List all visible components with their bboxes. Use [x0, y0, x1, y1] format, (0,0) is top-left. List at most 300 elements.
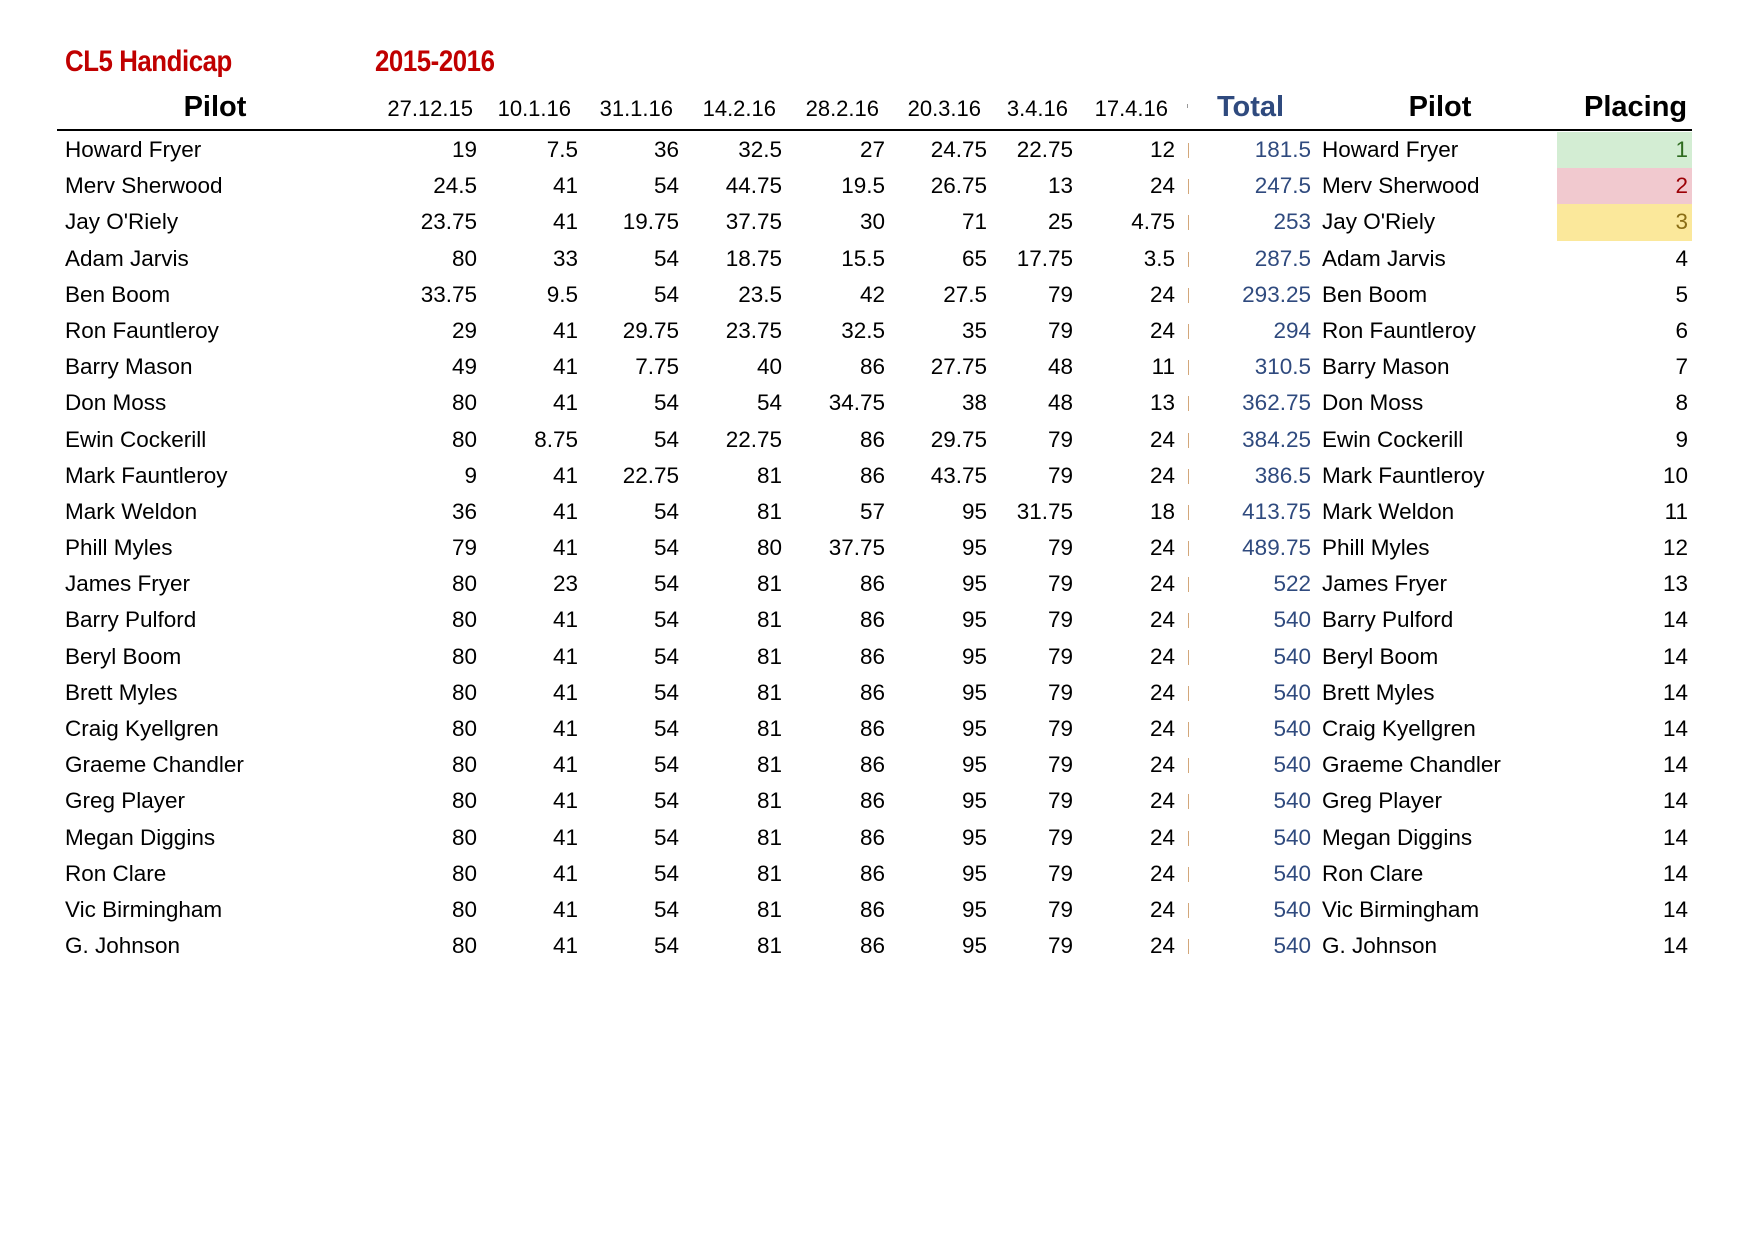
pilot-name-right: Barry Pulford [1322, 607, 1454, 633]
score-cell: 80 [451, 571, 477, 597]
header-pilot: Pilot [183, 91, 247, 123]
pilot-name: Mark Fauntleroy [65, 462, 228, 488]
score-cell: 13 [1149, 390, 1175, 416]
score-cell: 35 [961, 317, 987, 343]
placing-cell: 3 [1675, 209, 1688, 235]
pilot-name: Adam Jarvis [65, 245, 189, 271]
score-cell: 7.75 [635, 354, 679, 380]
score-cell: 41 [552, 317, 578, 343]
pilot-name-right: Ewin Cockerill [1322, 426, 1464, 452]
sheet-title: CL5 Handicap [65, 45, 232, 78]
pilot-name: Megan Diggins [65, 824, 216, 850]
column-marker [1188, 831, 1189, 846]
pilot-name: Howard Fryer [65, 137, 202, 162]
header-date-2: 10.1.16 [497, 96, 571, 121]
score-cell: 4.75 [1131, 209, 1175, 235]
total-cell: 386.5 [1254, 462, 1311, 488]
score-cell: 41 [552, 462, 578, 488]
table-row [0, 241, 1753, 277]
score-cell: 81 [756, 462, 782, 488]
total-cell: 247.5 [1254, 173, 1311, 199]
score-cell: 27.75 [930, 354, 987, 380]
score-cell: 27.5 [943, 281, 987, 307]
score-cell: 24.75 [930, 137, 987, 162]
pilot-name: Vic Birmingham [65, 896, 223, 922]
pilot-name-right: Mark Fauntleroy [1322, 462, 1485, 488]
score-cell: 24 [1149, 896, 1175, 922]
score-cell: 41 [552, 209, 578, 235]
table-row [0, 385, 1753, 421]
table-row [0, 602, 1753, 638]
pilot-name: James Fryer [65, 571, 191, 597]
header-pilot-right: Pilot [1408, 91, 1472, 123]
pilot-name: Ben Boom [65, 281, 171, 307]
score-cell: 81 [756, 643, 782, 669]
placing-cell: 7 [1675, 354, 1688, 380]
score-cell: 95 [961, 679, 987, 705]
score-cell: 41 [552, 390, 578, 416]
placing-cell: 14 [1662, 643, 1688, 669]
score-cell: 42 [859, 281, 885, 307]
score-cell: 48 [1047, 390, 1073, 416]
total-cell: 522 [1273, 571, 1311, 597]
score-cell: 31.75 [1016, 498, 1073, 524]
score-cell: 24 [1149, 426, 1175, 452]
score-cell: 48 [1047, 354, 1073, 380]
score-cell: 81 [756, 498, 782, 524]
header-date-7: 3.4.16 [1006, 96, 1068, 121]
score-cell: 26.75 [930, 173, 987, 199]
total-cell: 540 [1273, 896, 1311, 922]
placing-cell: 14 [1662, 824, 1688, 850]
score-cell: 95 [961, 716, 987, 741]
score-cell: 95 [961, 788, 987, 814]
score-cell: 86 [859, 716, 885, 741]
table-row [0, 675, 1753, 711]
placing-cell: 8 [1675, 390, 1688, 416]
placing-cell: 14 [1662, 752, 1688, 778]
pilot-name: Jay O'Riely [65, 209, 179, 235]
score-cell: 54 [653, 933, 679, 959]
score-cell: 24 [1149, 607, 1175, 633]
header-date-1: 27.12.15 [387, 96, 473, 121]
score-cell: 86 [859, 607, 885, 633]
score-cell: 9.5 [546, 281, 578, 307]
pilot-name-right: Ron Fauntleroy [1322, 317, 1476, 343]
score-cell: 41 [552, 354, 578, 380]
score-cell: 41 [552, 860, 578, 886]
score-cell: 86 [859, 354, 885, 380]
pilot-name: Graeme Chandler [65, 752, 244, 778]
score-cell: 32.5 [841, 317, 885, 343]
column-marker [1188, 722, 1189, 737]
score-cell: 22.75 [622, 462, 679, 488]
total-cell: 540 [1273, 679, 1311, 705]
score-cell: 41 [552, 535, 578, 561]
table-row [0, 856, 1753, 892]
score-cell: 24 [1149, 535, 1175, 561]
pilot-name-right: Howard Fryer [1322, 137, 1459, 162]
header-date-4: 14.2.16 [702, 96, 776, 121]
score-cell: 54 [653, 643, 679, 669]
score-cell: 95 [961, 498, 987, 524]
placing-cell: 14 [1662, 679, 1688, 705]
score-cell: 80 [451, 824, 477, 850]
score-cell: 81 [756, 933, 782, 959]
score-cell: 80 [451, 426, 477, 452]
score-cell: 86 [859, 896, 885, 922]
pilot-name-right: Don Moss [1322, 390, 1424, 416]
score-cell: 79 [1047, 571, 1073, 597]
score-cell: 54 [653, 607, 679, 633]
table-row [0, 820, 1753, 856]
placing-cell: 5 [1675, 281, 1688, 307]
score-cell: 80 [451, 716, 477, 741]
table-row [0, 349, 1753, 385]
score-cell: 44.75 [725, 173, 782, 199]
score-cell: 54 [653, 824, 679, 850]
pilot-name-right: G. Johnson [1322, 933, 1438, 959]
score-cell: 24 [1149, 173, 1175, 199]
score-cell: 24 [1149, 752, 1175, 778]
score-cell: 79 [1047, 679, 1073, 705]
score-cell: 79 [1047, 752, 1073, 778]
column-marker [1188, 903, 1189, 918]
total-cell: 540 [1273, 607, 1311, 633]
pilot-name: Ewin Cockerill [65, 426, 207, 452]
pilot-name-right: Greg Player [1322, 788, 1443, 814]
total-cell: 181.5 [1254, 137, 1311, 162]
column-marker [1188, 179, 1189, 194]
column-marker [1188, 143, 1189, 158]
table-row [0, 892, 1753, 928]
placing-cell: 14 [1662, 860, 1688, 886]
pilot-name-right: Graeme Chandler [1322, 752, 1501, 778]
pilot-name: Craig Kyellgren [65, 716, 219, 741]
score-cell: 41 [552, 824, 578, 850]
score-cell: 80 [451, 933, 477, 959]
score-cell: 34.75 [828, 390, 885, 416]
score-cell: 38 [961, 390, 987, 416]
score-cell: 86 [859, 571, 885, 597]
placing-cell: 14 [1662, 933, 1688, 959]
score-cell: 79 [1047, 317, 1073, 343]
total-cell: 540 [1273, 643, 1311, 669]
column-marker [1188, 505, 1189, 520]
header-date-5: 28.2.16 [805, 96, 879, 121]
score-cell: 80 [451, 390, 477, 416]
score-cell: 43.75 [930, 462, 987, 488]
score-cell: 12 [1149, 137, 1175, 162]
score-cell: 41 [552, 752, 578, 778]
score-cell: 41 [552, 607, 578, 633]
score-cell: 54 [653, 173, 679, 199]
header-column-marker [1187, 104, 1188, 108]
table-row [0, 747, 1753, 783]
score-cell: 80 [451, 607, 477, 633]
total-cell: 489.75 [1242, 535, 1311, 561]
pilot-name: Beryl Boom [65, 643, 182, 669]
placing-cell: 10 [1662, 462, 1688, 488]
table-row [0, 494, 1753, 530]
score-cell: 81 [756, 679, 782, 705]
header-total: Total [1217, 91, 1285, 123]
column-marker [1188, 794, 1189, 809]
score-cell: 54 [653, 245, 679, 271]
score-cell: 79 [451, 535, 477, 561]
score-cell: 8.75 [534, 426, 578, 452]
table-row [0, 168, 1753, 204]
score-cell: 54 [756, 390, 782, 416]
score-cell: 95 [961, 752, 987, 778]
score-cell: 80 [756, 535, 782, 561]
column-marker [1188, 867, 1189, 882]
score-cell: 23.5 [738, 281, 782, 307]
total-cell: 362.75 [1242, 390, 1311, 416]
score-cell: 18 [1149, 498, 1175, 524]
total-cell: 540 [1273, 716, 1311, 741]
score-cell: 80 [451, 679, 477, 705]
placing-cell: 11 [1664, 498, 1688, 524]
score-cell: 80 [451, 860, 477, 886]
score-cell: 7.5 [546, 137, 578, 162]
score-cell: 81 [756, 716, 782, 741]
score-cell: 79 [1047, 860, 1073, 886]
score-cell: 81 [756, 788, 782, 814]
score-cell: 80 [451, 643, 477, 669]
column-marker [1188, 469, 1189, 484]
placing-cell: 14 [1662, 788, 1688, 814]
score-cell: 81 [756, 607, 782, 633]
score-cell: 41 [552, 716, 578, 741]
score-cell: 54 [653, 535, 679, 561]
score-cell: 79 [1047, 788, 1073, 814]
score-cell: 86 [859, 788, 885, 814]
column-marker [1188, 939, 1189, 954]
score-cell: 19 [451, 137, 477, 162]
score-cell: 81 [756, 752, 782, 778]
score-cell: 24 [1149, 860, 1175, 886]
score-cell: 79 [1047, 643, 1073, 669]
pilot-name-right: Brett Myles [1322, 679, 1435, 705]
score-cell: 54 [653, 716, 679, 741]
pilot-name: Greg Player [65, 788, 186, 814]
score-cell: 86 [859, 933, 885, 959]
placing-cell: 14 [1662, 607, 1688, 633]
score-cell: 19.75 [622, 209, 679, 235]
placing-cell: 13 [1662, 571, 1688, 597]
pilot-name: Brett Myles [65, 679, 178, 705]
score-cell: 79 [1047, 933, 1073, 959]
score-cell: 24 [1149, 716, 1175, 741]
score-cell: 23 [552, 571, 578, 597]
pilot-name-right: Mark Weldon [1322, 498, 1455, 524]
header-date-8: 17.4.16 [1094, 96, 1168, 121]
total-cell: 253 [1273, 209, 1311, 235]
pilot-name-right: Craig Kyellgren [1322, 716, 1476, 741]
score-cell: 95 [961, 896, 987, 922]
season-label: 2015-2016 [375, 45, 495, 78]
pilot-name-right: Vic Birmingham [1322, 896, 1480, 922]
score-cell: 11 [1151, 354, 1175, 380]
score-cell: 24 [1149, 571, 1175, 597]
table-row [0, 277, 1753, 313]
column-marker [1188, 360, 1189, 375]
placing-cell: 9 [1675, 426, 1688, 452]
total-cell: 540 [1273, 860, 1311, 886]
header-date-3: 31.1.16 [599, 96, 673, 121]
table-row [0, 928, 1753, 964]
total-cell: 540 [1273, 933, 1311, 959]
column-marker [1188, 433, 1189, 448]
placing-cell: 2 [1675, 173, 1688, 199]
score-cell: 29.75 [622, 317, 679, 343]
score-cell: 81 [756, 860, 782, 886]
total-cell: 540 [1273, 752, 1311, 778]
column-marker [1188, 613, 1189, 628]
score-cell: 80 [451, 245, 477, 271]
score-cell: 24 [1149, 824, 1175, 850]
score-cell: 54 [653, 571, 679, 597]
column-marker [1188, 215, 1189, 230]
score-cell: 24 [1149, 679, 1175, 705]
score-cell: 95 [961, 535, 987, 561]
placing-cell: 4 [1675, 245, 1688, 271]
score-cell: 29 [451, 317, 477, 343]
placing-cell: 14 [1662, 716, 1688, 741]
placing-cell: 6 [1675, 317, 1688, 343]
results-table [0, 132, 1753, 964]
pilot-name-right: James Fryer [1322, 571, 1448, 597]
pilot-name-right: Ben Boom [1322, 281, 1428, 307]
score-cell: 65 [961, 245, 987, 271]
score-cell: 79 [1047, 535, 1073, 561]
score-cell: 3.5 [1143, 245, 1175, 271]
score-cell: 19.5 [841, 173, 885, 199]
score-cell: 79 [1047, 824, 1073, 850]
score-cell: 13 [1047, 173, 1073, 199]
total-cell: 413.75 [1242, 498, 1311, 524]
pilot-name: Merv Sherwood [65, 173, 223, 199]
score-cell: 17.75 [1016, 245, 1073, 271]
column-marker [1188, 650, 1189, 665]
score-cell: 37.75 [828, 535, 885, 561]
score-cell: 36 [653, 137, 679, 162]
table-row [0, 204, 1753, 240]
header-date-6: 20.3.16 [907, 96, 981, 121]
score-cell: 95 [961, 933, 987, 959]
pilot-name-right: Megan Diggins [1322, 824, 1473, 850]
score-cell: 33.75 [420, 281, 477, 307]
score-cell: 24 [1149, 281, 1175, 307]
score-cell: 54 [653, 752, 679, 778]
score-cell: 54 [653, 498, 679, 524]
score-cell: 23.75 [725, 317, 782, 343]
total-cell: 384.25 [1242, 426, 1311, 452]
score-cell: 95 [961, 643, 987, 669]
score-cell: 22.75 [1016, 137, 1073, 162]
column-marker [1188, 324, 1189, 339]
score-cell: 24 [1149, 643, 1175, 669]
score-cell: 81 [756, 571, 782, 597]
score-cell: 37.75 [725, 209, 782, 235]
score-cell: 86 [859, 643, 885, 669]
score-cell: 54 [653, 679, 679, 705]
header-placing: Placing [1584, 91, 1688, 123]
score-cell: 24.5 [433, 173, 477, 199]
table-row [0, 313, 1753, 349]
pilot-name: Phill Myles [65, 535, 173, 561]
score-cell: 27 [859, 137, 885, 162]
score-cell: 80 [451, 788, 477, 814]
score-cell: 80 [451, 752, 477, 778]
score-cell: 95 [961, 571, 987, 597]
pilot-name-right: Beryl Boom [1322, 643, 1439, 669]
pilot-name: Barry Pulford [65, 607, 197, 633]
pilot-name: Don Moss [65, 390, 167, 416]
column-marker [1188, 396, 1189, 411]
score-cell: 41 [552, 498, 578, 524]
score-cell: 86 [859, 824, 885, 850]
score-cell: 81 [756, 896, 782, 922]
score-cell: 54 [653, 390, 679, 416]
pilot-name: Barry Mason [65, 354, 193, 380]
score-cell: 79 [1047, 462, 1073, 488]
pilot-name-right: Adam Jarvis [1322, 245, 1446, 271]
total-cell: 287.5 [1254, 245, 1311, 271]
header-rule [57, 129, 1692, 131]
score-cell: 30 [859, 209, 885, 235]
table-row [0, 783, 1753, 819]
score-cell: 36 [451, 498, 477, 524]
placing-cell: 14 [1662, 896, 1688, 922]
table-row [0, 711, 1753, 747]
column-marker [1188, 541, 1189, 556]
score-cell: 79 [1047, 716, 1073, 741]
score-cell: 23.75 [420, 209, 477, 235]
score-cell: 32.5 [738, 137, 782, 162]
table-row [0, 639, 1753, 675]
score-cell: 95 [961, 860, 987, 886]
total-cell: 540 [1273, 788, 1311, 814]
score-cell: 79 [1047, 607, 1073, 633]
column-marker [1188, 577, 1189, 592]
score-cell: 24 [1149, 788, 1175, 814]
pilot-name: Ron Fauntleroy [65, 317, 219, 343]
column-marker [1188, 252, 1189, 267]
column-marker [1188, 758, 1189, 773]
pilot-name-right: Phill Myles [1322, 535, 1430, 561]
score-cell: 25 [1047, 209, 1073, 235]
pilot-name-right: Merv Sherwood [1322, 173, 1480, 199]
pilot-name: Mark Weldon [65, 498, 198, 524]
table-row [0, 566, 1753, 602]
score-cell: 24 [1149, 462, 1175, 488]
pilot-name: Ron Clare [65, 860, 167, 886]
pilot-name-right: Barry Mason [1322, 354, 1450, 380]
score-cell: 95 [961, 607, 987, 633]
score-cell: 54 [653, 281, 679, 307]
total-cell: 540 [1273, 824, 1311, 850]
score-cell: 71 [961, 209, 987, 235]
total-cell: 294 [1273, 317, 1311, 343]
placing-cell: 12 [1662, 535, 1688, 561]
score-cell: 33 [552, 245, 578, 271]
score-cell: 41 [552, 896, 578, 922]
total-cell: 310.5 [1254, 354, 1311, 380]
score-cell: 81 [756, 824, 782, 850]
column-marker [1188, 288, 1189, 303]
